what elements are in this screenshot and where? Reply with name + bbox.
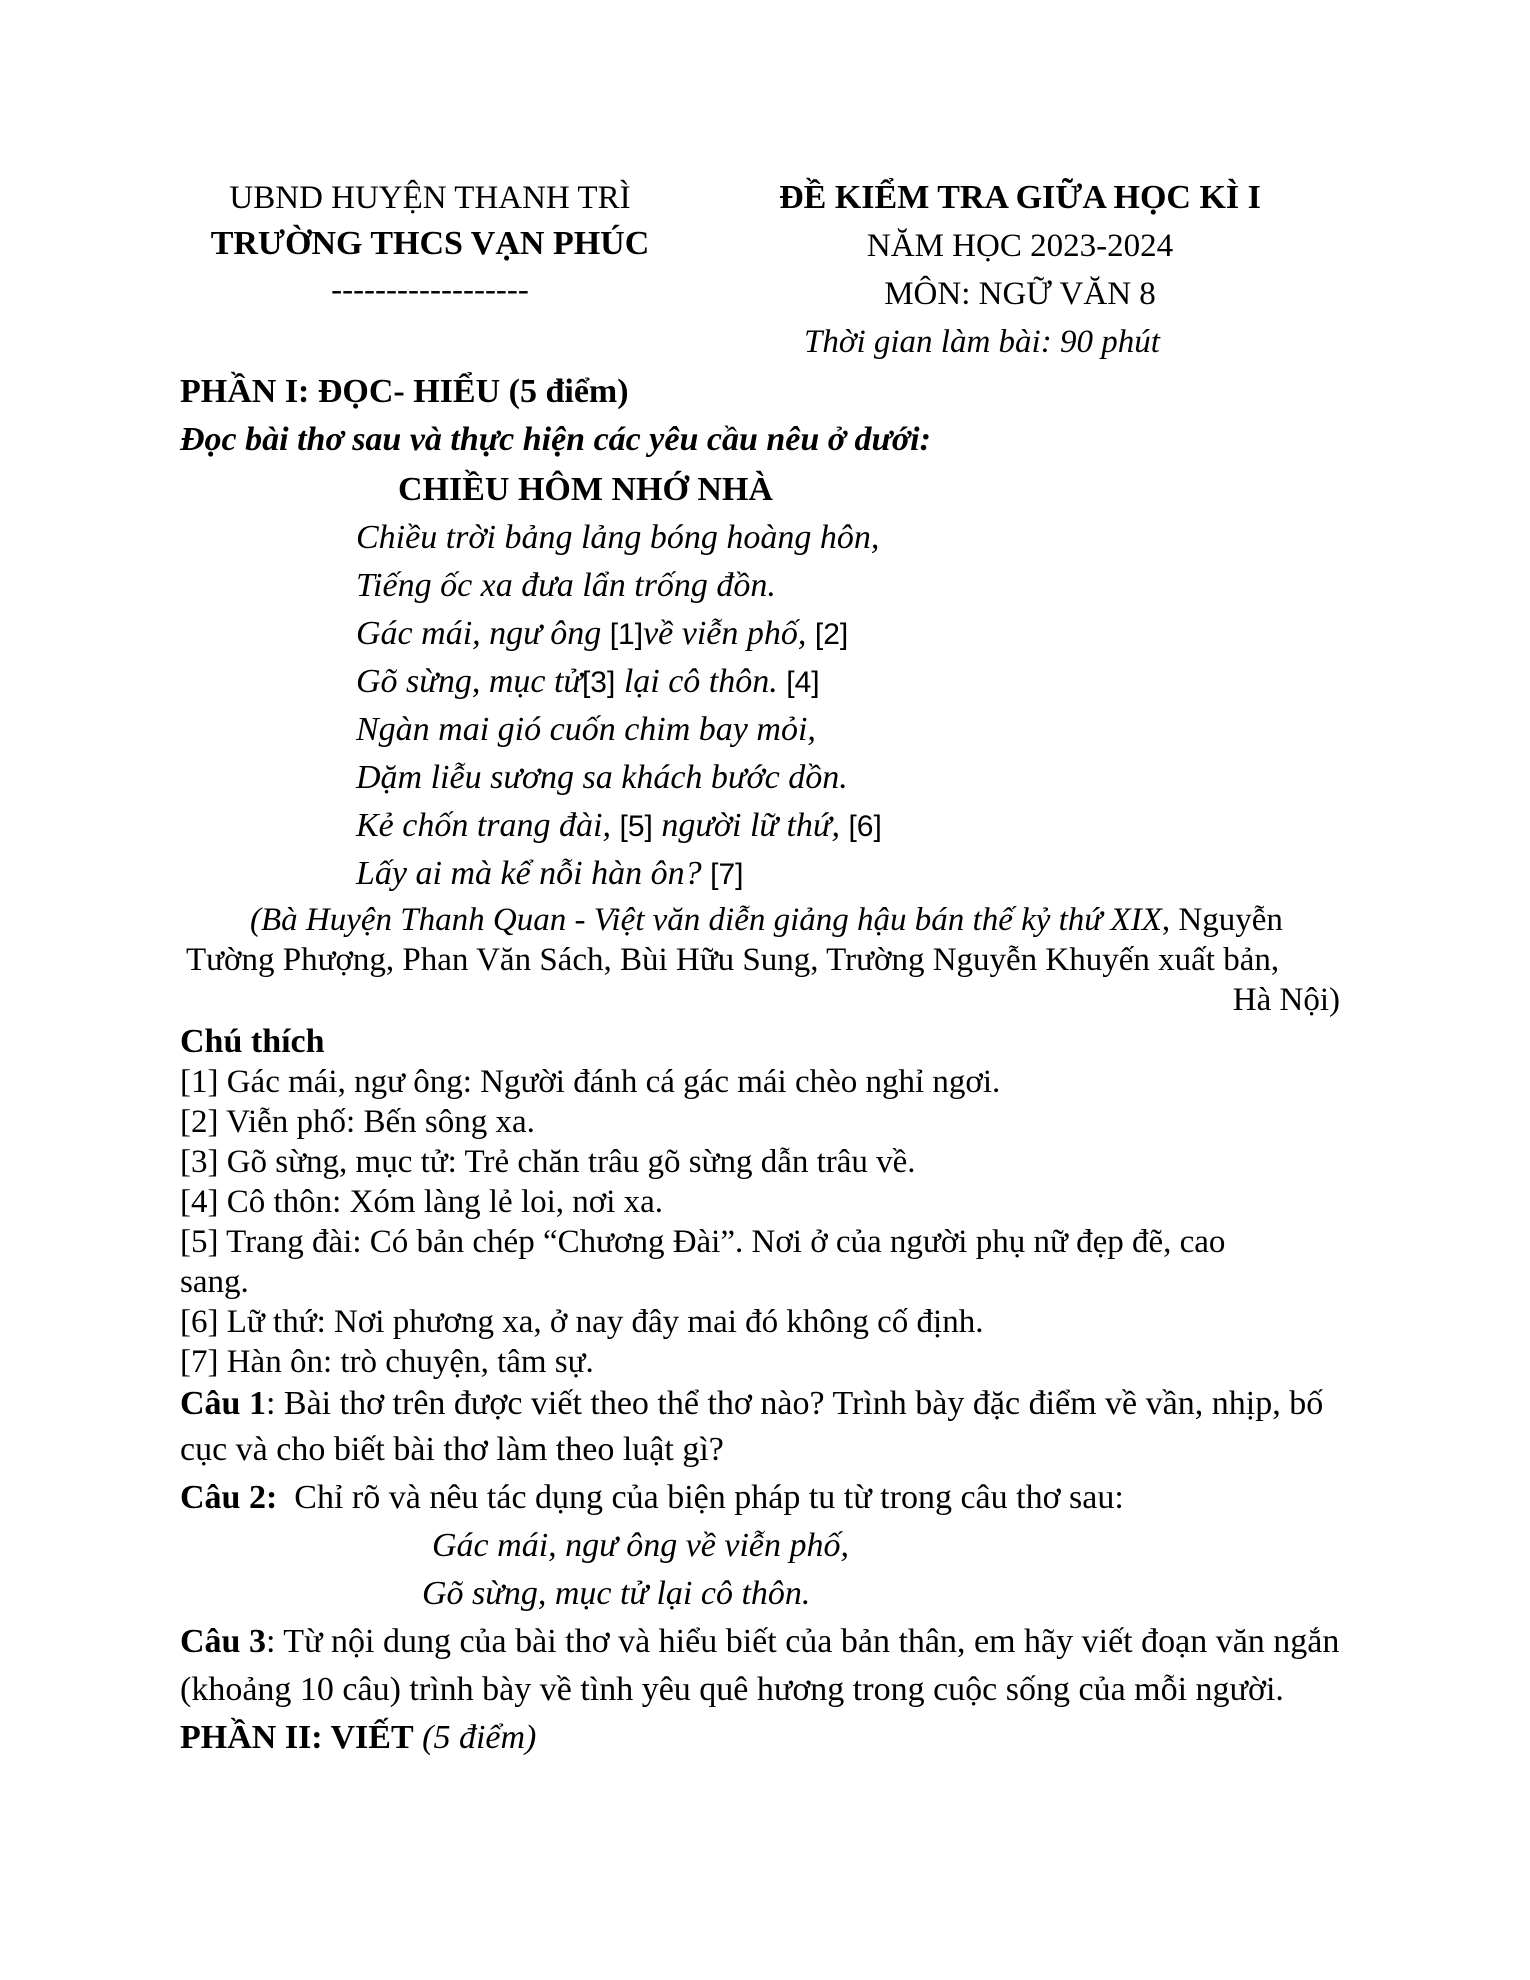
question-label: Câu 1 (180, 1385, 266, 1422)
school-name: TRƯỜNG THCS VẠN PHÚC (210, 225, 650, 262)
district-name: UBND HUYỆN THANH TRÌ (229, 180, 631, 216)
question-label: Câu 3 (180, 1623, 266, 1660)
note-item: [1] Gác mái, ngư ông: Người đánh cá gác mái chèo nghỉ ngơi. (180, 1064, 1001, 1100)
question-2-verse: Gõ sừng, mục tử lại cô thôn. (422, 1575, 811, 1612)
note-item: [2] Viễn phố: Bến sông xa. (180, 1104, 535, 1140)
note-item: [4] Cô thôn: Xóm làng lẻ loi, nơi xa. (180, 1184, 664, 1220)
note-item: [3] Gõ sừng, mục tử: Trẻ chăn trâu gõ sừng dẫn trâu về. (180, 1144, 916, 1180)
question-1: Câu 1: Bài thơ trên được viết theo thể thơ nào? Trình bày đặc điểm về vần, nhịp, bố (180, 1385, 1324, 1422)
question-2: Câu 2: Chỉ rõ và nêu tác dụng của biện pháp tu từ trong câu thơ sau: (180, 1479, 1124, 1516)
header-divider: ------------------ (331, 272, 529, 308)
part2-heading: PHẦN II: VIẾT (5 điểm) (180, 1719, 537, 1756)
poem-line: Dặm liễu sương sa khách bước dồn. (356, 759, 848, 796)
poem-line: Lấy ai mà kể nỗi hàn ôn? [7] (356, 855, 744, 892)
exam-title: ĐỀ KIỂM TRA GIỮA HỌC KÌ I (779, 179, 1261, 216)
notes-heading: Chú thích (180, 1023, 325, 1060)
note-item: [6] Lữ thứ: Nơi phương xa, ở nay đây mai đó không cố định. (180, 1304, 984, 1340)
footnote-ref: [3] (581, 666, 616, 699)
footnote-ref: [6] (848, 810, 882, 843)
poem-line: Kẻ chốn trang đài, [5] người lữ thứ, [6] (356, 807, 882, 844)
subject: MÔN: NGỮ VĂN 8 (884, 276, 1156, 312)
note-item: [5] Trang đài: Có bản chép “Chương Đài”. Nơi ở của người phụ nữ đẹp đẽ, cao (180, 1224, 1226, 1260)
poem-line: Gác mái, ngư ông [1]về viễn phố, [2] (356, 615, 849, 652)
duration: Thời gian làm bài: 90 phút (804, 324, 1160, 360)
poem-line: Chiều trời bảng lảng bóng hoàng hôn, (356, 519, 880, 556)
question-label: Câu 2: (180, 1479, 278, 1516)
note-item: sang. (180, 1264, 249, 1300)
question-2-verse: Gác mái, ngư ông về viễn phố, (432, 1527, 849, 1564)
school-year: NĂM HỌC 2023-2024 (866, 228, 1174, 264)
poem-line: Tiếng ốc xa đưa lẩn trống đồn. (356, 567, 776, 604)
source-line-2: Tường Phượng, Phan Văn Sách, Bùi Hữu Sung, Trường Nguyễn Khuyến xuất bản, (186, 942, 1280, 978)
footnote-ref: [7] (710, 858, 744, 891)
poem-line: Ngàn mai gió cuốn chim bay mỏi, (356, 711, 816, 748)
footnote-ref: [5] (619, 810, 653, 843)
footnote-ref: [4] (786, 666, 820, 699)
poem-title: CHIỀU HÔM NHỚ NHÀ (398, 471, 773, 508)
source-line-1: (Bà Huyện Thanh Quan - Việt văn diễn giảng hậu bán thế kỷ thứ XIX, Nguyễn (250, 902, 1283, 938)
part1-instruction: Đọc bài thơ sau và thực hiện các yêu cầu nêu ở dưới: (180, 421, 931, 458)
footnote-ref: [2] (814, 618, 849, 651)
part1-heading: PHẦN I: ĐỌC- HIỂU (5 điểm) (180, 373, 629, 410)
note-item: [7] Hàn ôn: trò chuyện, tâm sự. (180, 1344, 594, 1380)
footnote-ref: [1] (609, 618, 644, 651)
source-line-3: Hà Nội) (1232, 982, 1340, 1018)
question-1-cont: cục và cho biết bài thơ làm theo luật gì? (180, 1431, 724, 1468)
question-3-cont: (khoảng 10 câu) trình bày về tình yêu quê hương trong cuộc sống của mỗi người. (180, 1671, 1284, 1708)
question-3: Câu 3: Từ nội dung của bài thơ và hiểu biết của bản thân, em hãy viết đoạn văn ngắn (180, 1623, 1340, 1660)
poem-line: Gõ sừng, mục tử[3] lại cô thôn. [4] (356, 663, 820, 700)
